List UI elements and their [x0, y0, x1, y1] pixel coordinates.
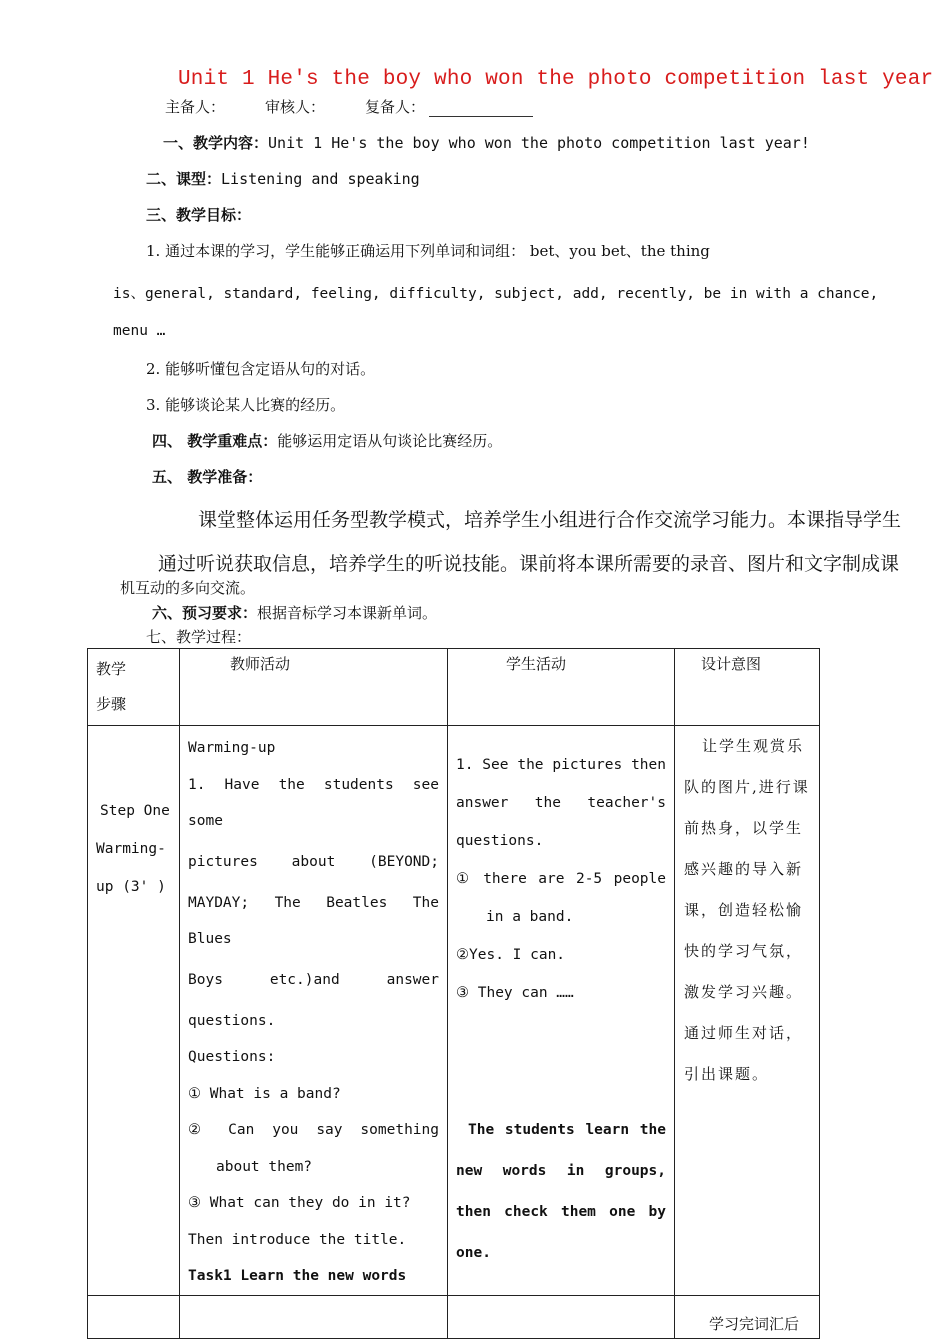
design-line-2: 队的图片,进行课	[684, 778, 810, 796]
teacher-question-2-cont: about them?	[216, 1158, 313, 1175]
table-header-row	[88, 649, 820, 726]
student-task-line-3: then check them one by	[456, 1204, 666, 1220]
student-task-line-4: one.	[456, 1245, 491, 1261]
header-design-label: 设计意图	[701, 655, 762, 673]
teacher-line-4: MAYDAY; The Beatles The Blues	[188, 894, 439, 947]
design-line-5: 课，创造轻松愉	[684, 901, 804, 919]
teacher-line-5: Boys etc.)and answer	[188, 971, 439, 988]
section-1-text: Unit 1 He's the boy who won the photo competition last year!	[268, 134, 810, 152]
student-line-3: questions.	[456, 833, 544, 849]
co-preparer-blank	[429, 102, 533, 117]
design-line-6: 快的学习气氛，	[684, 942, 804, 960]
section-2-label: 二、课型：	[146, 170, 222, 188]
co-preparer-field	[365, 96, 533, 117]
section-6-text: 根据音标学习本课新单词。	[257, 604, 438, 622]
design-line-4: 感兴趣的导入新	[684, 860, 804, 878]
objective-2: 2. 能够听懂包含定语从句的对话。	[146, 360, 376, 378]
teacher-activity-cell	[180, 726, 448, 1296]
section-1-label: 一、教学内容：	[163, 134, 269, 152]
teacher-line-2: 1. Have the students see some	[188, 776, 439, 829]
row2-step-cell	[88, 1295, 180, 1338]
design-line-9: 引出课题。	[684, 1065, 770, 1083]
table-row-step-one	[88, 726, 820, 1296]
objective-1: 1. 通过本课的学习，学生能够正确运用下列单词和词组： bet、you bet、the thing	[146, 242, 710, 260]
header-step	[88, 649, 180, 726]
header-student	[448, 649, 675, 726]
header-teacher-label: 教师活动	[230, 655, 291, 673]
header-design	[675, 649, 820, 726]
student-line-6: ②Yes. I can.	[456, 947, 566, 963]
step-line-3: up (3' )	[96, 879, 166, 895]
student-task-line-2: new words in groups,	[456, 1163, 666, 1179]
teacher-line-6: questions.	[188, 1012, 276, 1029]
preparation-para-3: 机互动的多向交流。	[120, 579, 256, 597]
design-line-7: 激发学习兴趣。	[684, 983, 804, 1001]
teacher-line-3: pictures about (BEYOND;	[188, 853, 439, 870]
header-step-line1: 教学	[96, 660, 127, 678]
teacher-line-7: Questions:	[188, 1049, 276, 1065]
objective-1-cont: is、general, standard, feeling, difficulty, subject, add, recently, be in with a chance,	[113, 286, 879, 302]
student-line-4: ① there are 2-5 people	[456, 871, 666, 887]
student-activity-cell	[448, 726, 675, 1296]
row2-design-text: 学习完词汇后	[709, 1314, 800, 1333]
teacher-line-1: Warming-up	[188, 740, 276, 756]
section-4	[152, 430, 502, 451]
student-line-1: 1. See the pictures then	[456, 757, 666, 773]
task1-heading: Task1 Learn the new words	[188, 1268, 407, 1284]
section-4-label: 四、 教学重难点：	[152, 432, 278, 450]
student-task-line-1: The students learn the	[468, 1122, 666, 1138]
section-2-text: Listening and speaking	[221, 170, 420, 188]
objective-3: 3. 能够谈论某人比赛的经历。	[146, 396, 346, 414]
section-3-label: 三、教学目标：	[146, 206, 252, 224]
section-6-label: 六、预习要求：	[152, 604, 258, 622]
objective-1-cont2: menu …	[113, 323, 166, 339]
step-cell	[88, 726, 180, 1296]
teacher-line-12: Then introduce the title.	[188, 1231, 407, 1248]
row2-student-cell	[448, 1295, 675, 1338]
section-4-text: 能够运用定语从句谈论比赛经历。	[277, 432, 503, 450]
step-line-2: Warming-	[96, 841, 166, 857]
student-line-2: answer the teacher's	[456, 795, 666, 811]
row2-design-cell	[675, 1295, 820, 1338]
reviewer-label: 审核人：	[265, 98, 326, 116]
co-preparer-label: 复备人：	[365, 98, 426, 116]
header-student-label: 学生活动	[506, 655, 567, 673]
student-line-5: in a band.	[486, 909, 574, 925]
preparation-para-1: 课堂整体运用任务型教学模式，培养学生小组进行合作交流学习能力。本课指导学生	[198, 509, 902, 531]
header-step-line2: 步骤	[96, 695, 127, 713]
design-line-3: 前热身，以学生	[684, 819, 804, 837]
section-2	[146, 168, 420, 189]
design-intent-cell	[675, 726, 820, 1296]
design-line-1: 让学生观赏乐	[702, 737, 805, 755]
section-7-label: 七、教学过程：	[146, 628, 252, 646]
header-teacher	[180, 649, 448, 726]
design-line-8: 通过师生对话，	[684, 1024, 804, 1042]
section-6	[152, 602, 437, 623]
step-line-1: Step One	[100, 803, 170, 819]
main-preparer-label: 主备人：	[165, 98, 226, 116]
section-5-label: 五、 教学准备：	[152, 468, 263, 486]
teacher-question-3: ③ What can they do in it?	[188, 1195, 411, 1211]
student-line-7: ③ They can ……	[456, 985, 574, 1001]
row2-teacher-cell	[180, 1295, 448, 1338]
document-title: Unit 1 He's the boy who won the photo competition last year	[178, 68, 934, 91]
table-row-2	[88, 1295, 820, 1338]
preparation-para-2: 通过听说获取信息，培养学生的听说技能。课前将本课所需要的录音、图片和文字制成课	[158, 553, 900, 575]
teaching-process-table	[87, 648, 820, 1339]
teacher-question-2: ② Can you say something	[188, 1122, 439, 1138]
section-1	[163, 132, 810, 153]
teacher-question-1: ① What is a band?	[188, 1085, 341, 1102]
